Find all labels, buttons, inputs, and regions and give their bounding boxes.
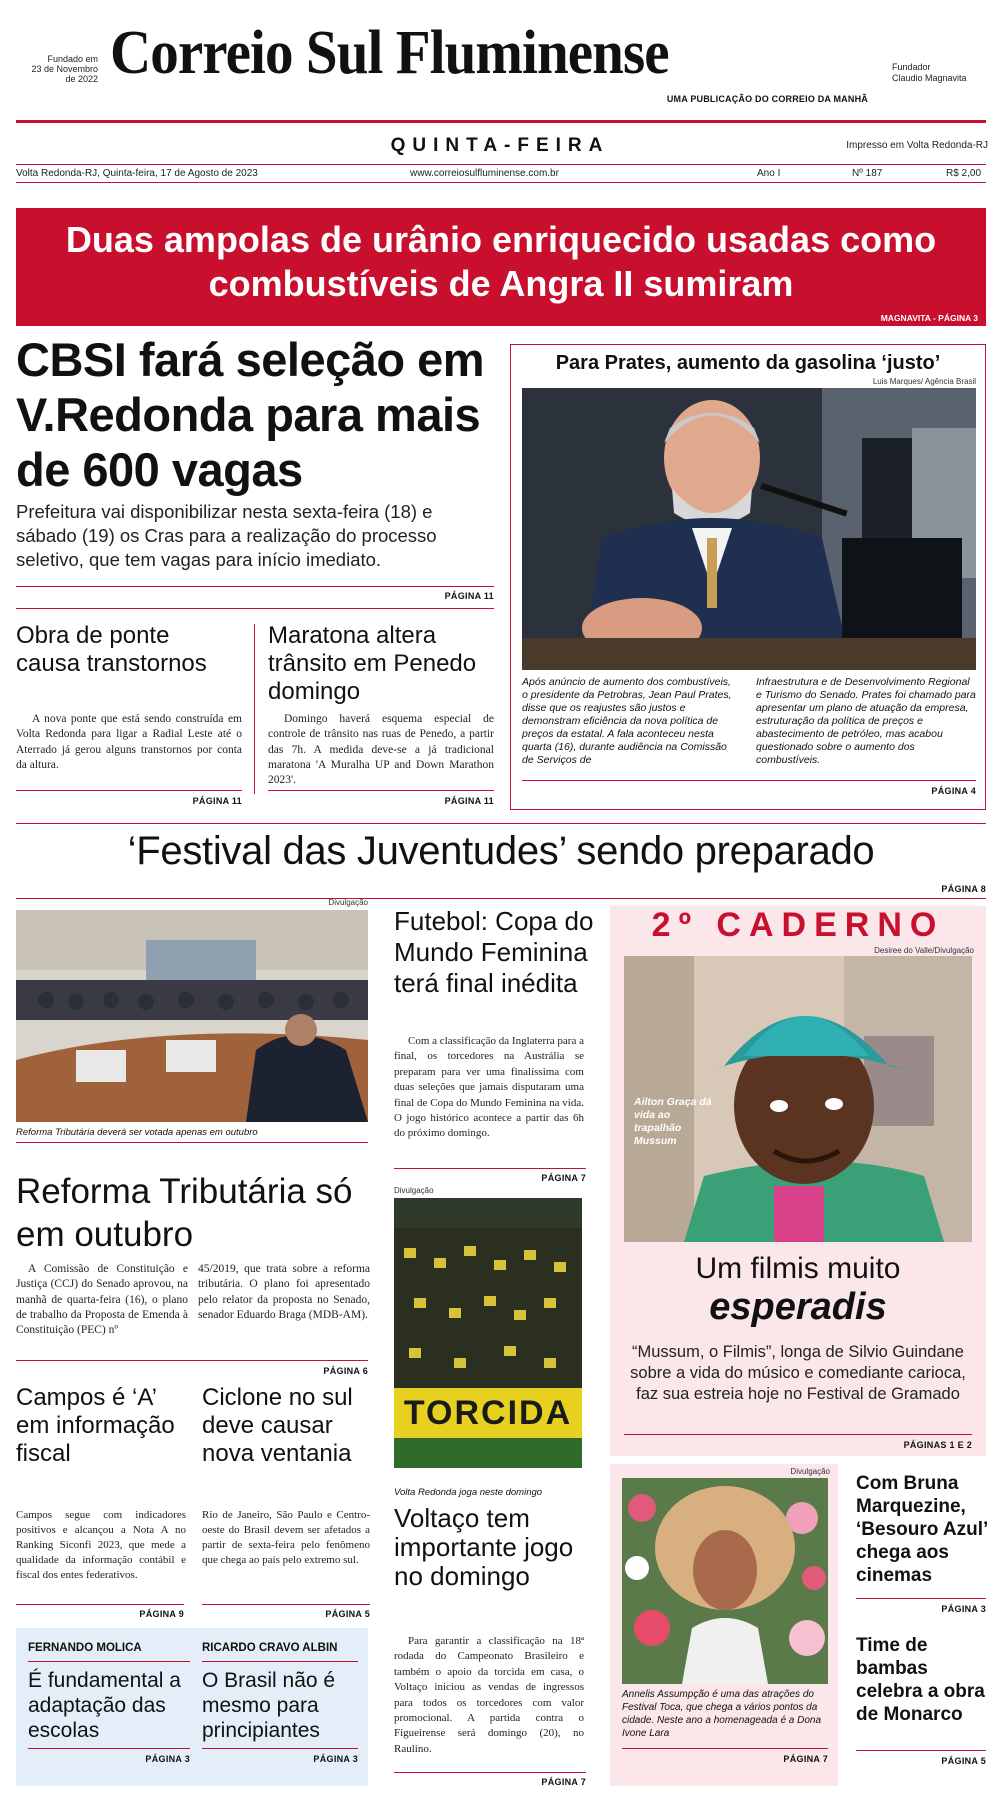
festival-page-ref: PÁGINA 8: [941, 884, 986, 894]
annelis-page-ref: PÁGINA 7: [783, 1754, 828, 1764]
caderno-headline-bold[interactable]: esperadis: [709, 1286, 887, 1328]
dateline-rule-bottom: [16, 182, 986, 183]
reforma-photo: [16, 910, 368, 1122]
voltaco-rule: [394, 1772, 586, 1773]
caderno-title[interactable]: 2º CADERNO: [651, 906, 945, 944]
cbsi-rule: [16, 586, 494, 587]
founded-note: Fundado em 23 de Novembro de 2022: [31, 54, 98, 84]
voltaco-banner-text: TORCIDA: [403, 1394, 573, 1432]
reforma-body-left: A Comissão de Constituição e Justiça (CCJ) do Senado aprovou, na manhã de quarta-feira (16), o plano de trabalho da Proposta de Emenda à Constituição (PEC) nº: [16, 1263, 188, 1337]
voltaco-photo: [394, 1198, 582, 1468]
prates-caption-left: Após anúncio de aumento dos combustíveis, o presidente da Petrobras, Jean Paul Prates, disse que os reajustes são justos e demonstram eficiência da nova política de preços da estatal. A fala aconteceu nesta quarta (16), durante audiência na Comissão de Serviços de: [522, 676, 732, 766]
mussum-photo: [624, 956, 972, 1242]
reforma-headline[interactable]: Reforma Tributária só em outubro: [16, 1172, 353, 1254]
voltaco-caption: Volta Redonda joga neste domingo: [394, 1487, 543, 1498]
voltaco-credit: Divulgação: [394, 1186, 434, 1195]
column-1-author: FERNANDO MOLICA: [28, 1642, 142, 1654]
printed-location: Impresso em Volta Redonda-RJ: [846, 140, 988, 151]
column-1-rule: [28, 1661, 190, 1662]
annelis-credit: Divulgação: [790, 1467, 830, 1476]
newspaper-subtitle: UMA PUBLICAÇÃO DO CORREIO DA MANHÃ: [666, 94, 868, 104]
ponte-body: A nova ponte que está sendo construída em Volta Redonda para ligar a Radial Leste até o Aterrado já gerou alguns transtornos por conta da altura.: [16, 713, 242, 771]
issue-number: Nº 187: [852, 168, 883, 179]
prates-caption-right: Infraestrutura e de Desenvolvimento Regional e Turismo do Senado. Prates foi chamado para apresentar um plano de atuação da empresa, estruturação da política de preços e abastecimento de petróleo, mas acabou questionado sobre o aumento dos combustíveis.: [756, 676, 976, 766]
reforma-body-right: 45/2019, que trata sobre a reforma tributária. O plano foi apresentado pelo relator da proposta no Senado, senador Eduardo Braga (MDB-AM).: [198, 1263, 370, 1321]
column-2-author: RICARDO CRAVO ALBIN: [202, 1642, 338, 1654]
caderno-headline-light[interactable]: Um filmis muito: [695, 1252, 901, 1285]
campos-body: Campos segue com indicadores positivos e alcançou a Nota A no Ranking Siconfi 2023, que mede a qualidade da informação contábil e fiscal dos entes federativos.: [16, 1509, 186, 1581]
cbsi-deck: Prefeitura vai disponibilizar nesta sexta-feira (18) e sábado (19) os Cras para a realização do processo seletivo, que tem vagas para início imediato.: [16, 501, 437, 570]
festival-rule-top: [16, 823, 986, 824]
futebol-body: Com a classificação da Inglaterra para a final, os torcedores na Austrália se preparam para ver uma finalíssima com duas seleções que jamais disputaram uma final de Copa do Mundo Feminina na vida. O jogo histórico acontece a partir das 6h do próximo domingo.: [394, 1035, 584, 1140]
ciclone-rule: [202, 1604, 370, 1605]
caderno-rule: [624, 1434, 972, 1435]
prates-rule: [522, 780, 976, 781]
besouro-headline[interactable]: Com Bruna Marquezine, ‘Besouro Azul’ chega aos cinemas: [856, 1473, 988, 1586]
price: R$ 2,00: [946, 168, 982, 179]
cbsi-page-ref: PÁGINA 11: [444, 591, 494, 601]
caderno-deck: “Mussum, o Filmis”, longa de Silvio Guindane sobre a vida do músico e comediante carioca, faz sua estreia hoje no Festival de Gramado: [630, 1343, 966, 1403]
bambas-rule: [856, 1750, 986, 1751]
annelis-photo: [622, 1478, 828, 1684]
maratona-page-ref: PÁGINA 11: [444, 796, 494, 806]
voltaco-page-ref: PÁGINA 7: [541, 1777, 586, 1787]
mussum-photo-caption: Ailton Graça dá vida ao trapalhão Mussum: [634, 1096, 712, 1147]
festival-rule-bottom: [16, 898, 986, 899]
ciclone-headline[interactable]: Ciclone no sul deve causar nova ventania: [202, 1384, 353, 1467]
year-label: Ano I: [757, 168, 781, 179]
column-2-rule-bottom: [202, 1748, 358, 1749]
reforma-credit: Divulgação: [328, 898, 368, 907]
dateline-rule-top: [16, 164, 986, 165]
column-2-title[interactable]: O Brasil não é mesmo para principiantes: [202, 1669, 336, 1742]
cbsi-rule-bottom: [16, 608, 494, 609]
maratona-rule: [268, 790, 494, 791]
caderno-page-ref: PÁGINAS 1 E 2: [903, 1440, 972, 1450]
column-1-title[interactable]: É fundamental a adaptação das escolas: [28, 1669, 181, 1742]
reforma-caption: Reforma Tributária deverá ser votada apenas em outubro: [16, 1127, 258, 1138]
maratona-headline[interactable]: Maratona altera trânsito em Penedo domingo: [268, 622, 477, 705]
caderno-credit: Desiree do Valle/Divulgação: [874, 946, 974, 955]
prates-page-ref: PÁGINA 4: [931, 786, 976, 796]
column-1-page-ref: PÁGINA 3: [145, 1754, 190, 1764]
campos-rule: [16, 1604, 184, 1605]
dateline: Volta Redonda-RJ, Quinta-feira, 17 de Agosto de 2023: [16, 168, 258, 179]
prates-photo: [522, 388, 976, 670]
top-banner[interactable]: [16, 208, 986, 326]
ponte-rule: [16, 790, 242, 791]
column-2-rule: [202, 1661, 358, 1662]
annelis-caption: Annelis Assumpção é uma das atrações do Festival Toca, que chega a vários pontos da cidade. Neste ano a homenageada é a Dona Ivone Lara: [622, 1689, 822, 1739]
besouro-page-ref: PÁGINA 3: [941, 1604, 986, 1614]
banner-headline[interactable]: Duas ampolas de urânio enriquecido usadas como combustíveis de Angra II sumiram: [65, 219, 937, 304]
futebol-rule: [394, 1168, 586, 1169]
reforma-rule: [16, 1360, 368, 1361]
cbsi-headline[interactable]: CBSI fará seleção em V.Redonda para mais de 600 vagas: [16, 333, 485, 496]
futebol-headline[interactable]: Futebol: Copa do Mundo Feminina terá final inédita: [394, 906, 594, 998]
annelis-rule: [622, 1748, 828, 1749]
column-divider: [254, 624, 255, 794]
besouro-rule: [856, 1598, 986, 1599]
bambas-headline[interactable]: Time de bambas celebra a obra de Monarco: [856, 1635, 985, 1725]
voltaco-body: Para garantir a classificação na 18ª rodada do Campeonato Brasileiro e também o apoio da torcida em casa, o Voltaço iniciou as vendas de ingressos para todos os torcedores com valor promocional. A partida contra o Figueirense será domingo (20), no Raulino.: [394, 1635, 584, 1755]
banner-page-ref: MAGNAVITA - PÁGINA 3: [880, 313, 978, 323]
website-link[interactable]: www.correiosulfluminense.com.br: [410, 168, 559, 179]
weekday: QUINTA-FEIRA: [390, 135, 610, 156]
prates-headline[interactable]: Para Prates, aumento da gasolina ‘justo’: [555, 352, 941, 374]
ciclone-page-ref: PÁGINA 5: [325, 1609, 370, 1619]
futebol-page-ref: PÁGINA 7: [541, 1173, 586, 1183]
campos-headline[interactable]: Campos é ‘A’ em informação fiscal: [16, 1384, 175, 1467]
voltaco-headline[interactable]: Voltaço tem importante jogo no domingo: [394, 1503, 574, 1591]
maratona-body: Domingo haverá esquema especial de controle de trânsito nas ruas de Penedo, a partir das 7h. A medida deve-se a já tradicional maratona 'A Muralha UP and Down Marathon 2023'.: [268, 713, 494, 787]
campos-page-ref: PÁGINA 9: [139, 1609, 184, 1619]
founder-note: Fundador Claudio Magnavita: [892, 62, 967, 83]
festival-headline[interactable]: ‘Festival das Juventudes’ sendo preparado: [127, 829, 875, 873]
masthead-rule: [16, 120, 986, 123]
column-1-rule-bottom: [28, 1748, 190, 1749]
bambas-page-ref: PÁGINA 5: [941, 1756, 986, 1766]
ponte-headline[interactable]: Obra de ponte causa transtornos: [16, 622, 207, 677]
reforma-caption-rule: [16, 1142, 368, 1143]
reforma-page-ref: PÁGINA 6: [323, 1366, 368, 1376]
column-2-page-ref: PÁGINA 3: [313, 1754, 358, 1764]
ciclone-body: Rio de Janeiro, São Paulo e Centro-oeste do Brasil devem ser afetados a partir de sexta-feira pelo fenômeno que chega ao país pelo extremo sul.: [202, 1509, 370, 1566]
ponte-page-ref: PÁGINA 11: [192, 796, 242, 806]
prates-credit: Luis Marques/ Agência Brasil: [872, 377, 976, 386]
newspaper-title[interactable]: Correio Sul Fluminense: [110, 19, 669, 87]
